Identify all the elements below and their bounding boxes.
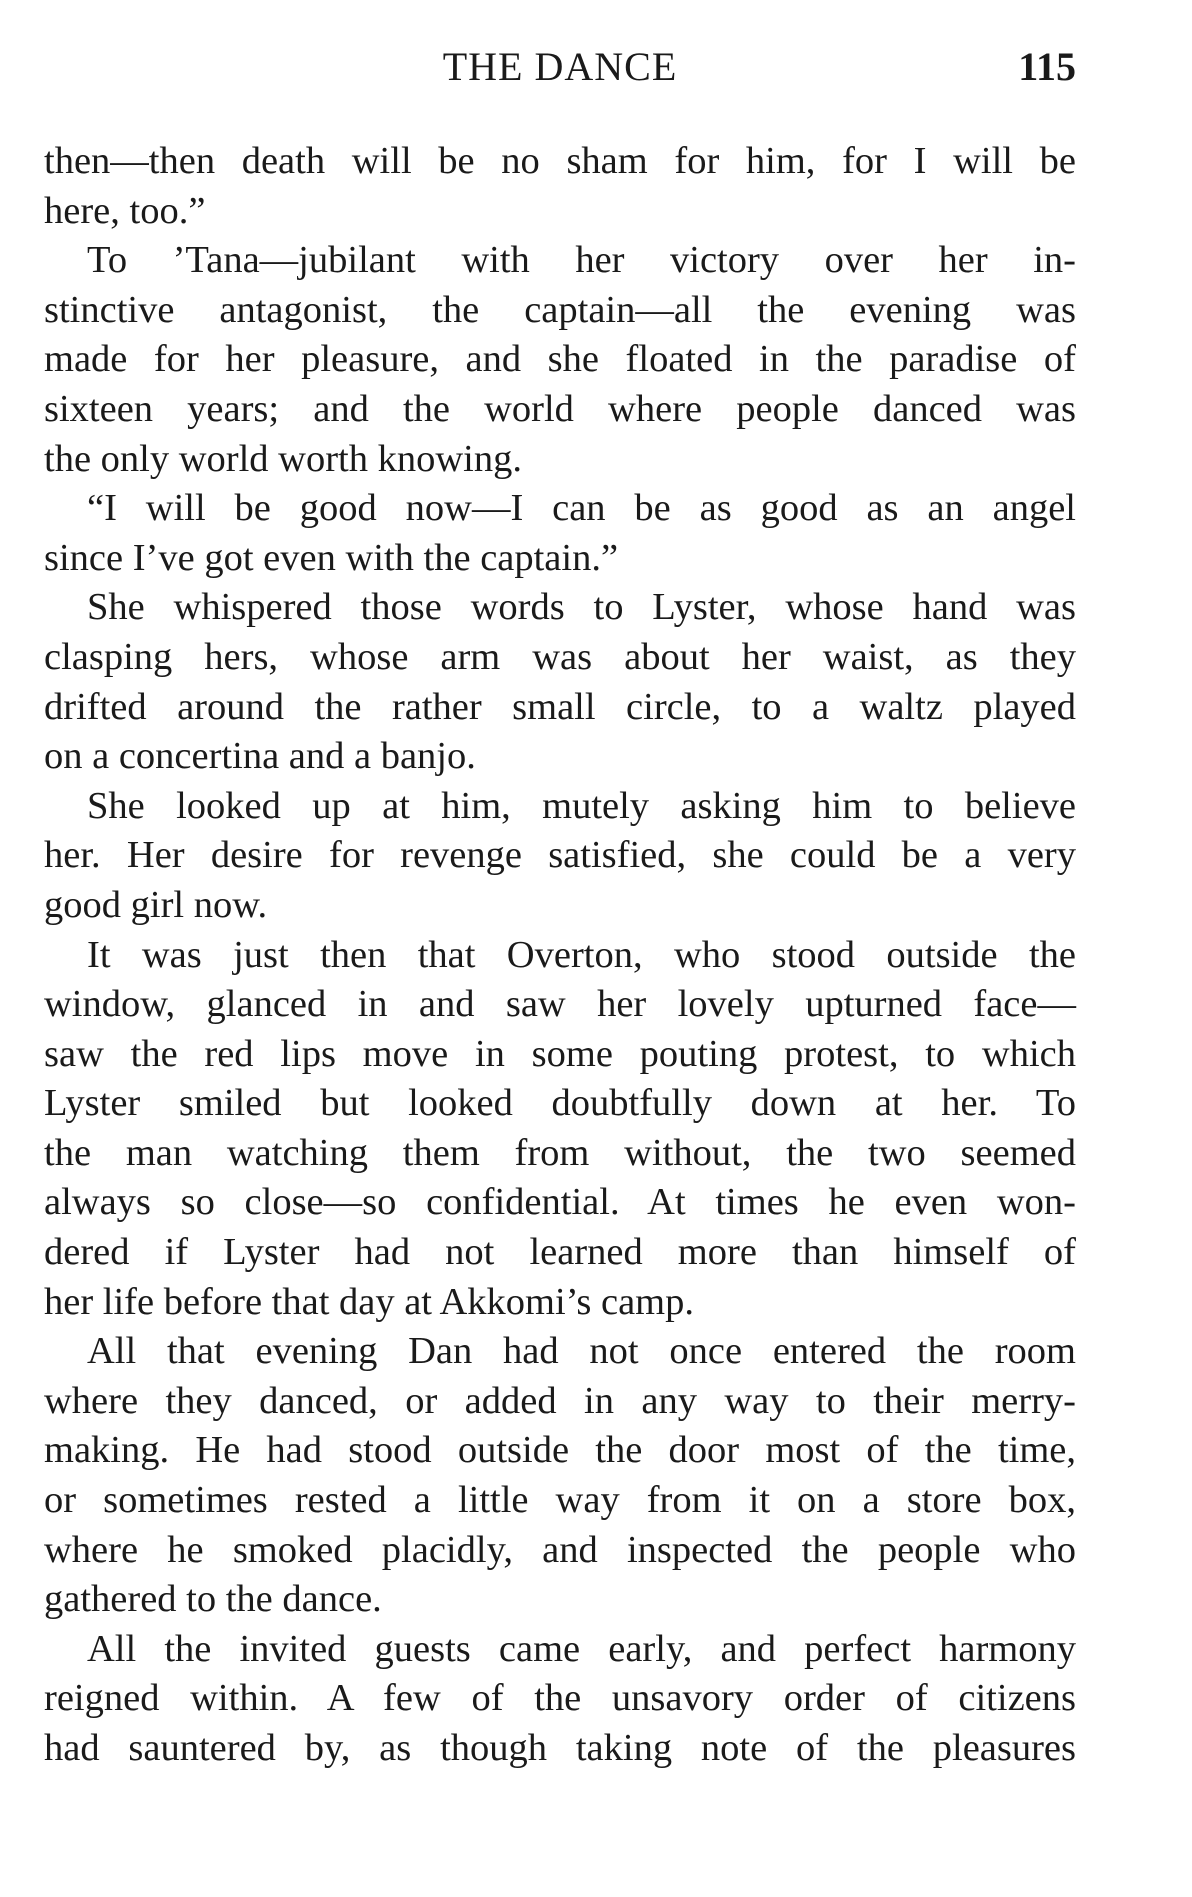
text-line: good girl now. bbox=[44, 883, 268, 926]
text-line: gathered to the dance. bbox=[44, 1578, 382, 1621]
text-line: All that evening Dan had not once entered the room bbox=[87, 1330, 1076, 1373]
running-title: THE DANCE bbox=[442, 44, 678, 89]
running-head bbox=[44, 42, 1076, 92]
text-line: where they danced, or added in any way to their merry- bbox=[44, 1379, 1076, 1422]
text-line: She looked up at him, mutely asking him to believe bbox=[87, 784, 1076, 827]
text-line: here, too.” bbox=[44, 189, 206, 232]
text-line: or sometimes rested a little way from it on a store box, bbox=[44, 1479, 1076, 1522]
text-line: To ’Tana—jubilant with her victory over her in- bbox=[87, 239, 1076, 282]
text-line: had sauntered by, as though taking note of the pleasures bbox=[44, 1727, 1076, 1769]
text-line: on a concertina and a banjo. bbox=[44, 735, 476, 778]
text-line: It was just then that Overton, who stood outside the bbox=[87, 933, 1076, 976]
text-line: sixteen years; and the world where people danced was bbox=[44, 387, 1076, 430]
text-line: “I will be good now—I can be as good as an angel bbox=[87, 487, 1076, 530]
text-line: her life before that day at Akkomi’s camp. bbox=[44, 1280, 695, 1323]
text-line: since I’ve got even with the captain.” bbox=[44, 536, 619, 579]
text-line: the only world worth knowing. bbox=[44, 437, 522, 480]
text-line: Lyster smiled but looked doubtfully down at her. To bbox=[44, 1082, 1076, 1125]
text-line: drifted around the rather small circle, to a waltz played bbox=[44, 685, 1076, 728]
text-line: dered if Lyster had not learned more than himself of bbox=[44, 1231, 1076, 1274]
body-text bbox=[44, 137, 1076, 1774]
page-number: 115 bbox=[1018, 44, 1076, 89]
text-line: then—then death will be no sham for him, for I will be bbox=[44, 140, 1076, 182]
text-line: made for her pleasure, and she floated in the paradise of bbox=[44, 338, 1076, 381]
book-page bbox=[44, 0, 1076, 1897]
text-line: reigned within. A few of the unsavory order of citizens bbox=[44, 1677, 1076, 1720]
text-line: clasping hers, whose arm was about her waist, as they bbox=[44, 635, 1076, 678]
text-line: always so close—so confidential. At times he even won- bbox=[44, 1181, 1076, 1224]
text-line: making. He had stood outside the door most of the time, bbox=[44, 1429, 1076, 1472]
text-line: the man watching them from without, the two seemed bbox=[44, 1131, 1076, 1174]
text-line: her. Her desire for revenge satisfied, she could be a very bbox=[44, 834, 1076, 877]
text-line: window, glanced in and saw her lovely upturned face— bbox=[44, 983, 1076, 1026]
text-line: She whispered those words to Lyster, whose hand was bbox=[87, 586, 1076, 629]
text-line: where he smoked placidly, and inspected the people who bbox=[44, 1528, 1076, 1571]
text-line: saw the red lips move in some pouting protest, to which bbox=[44, 1032, 1076, 1075]
text-line: All the invited guests came early, and perfect harmony bbox=[87, 1627, 1076, 1670]
text-line: stinctive antagonist, the captain—all the evening was bbox=[44, 288, 1076, 331]
